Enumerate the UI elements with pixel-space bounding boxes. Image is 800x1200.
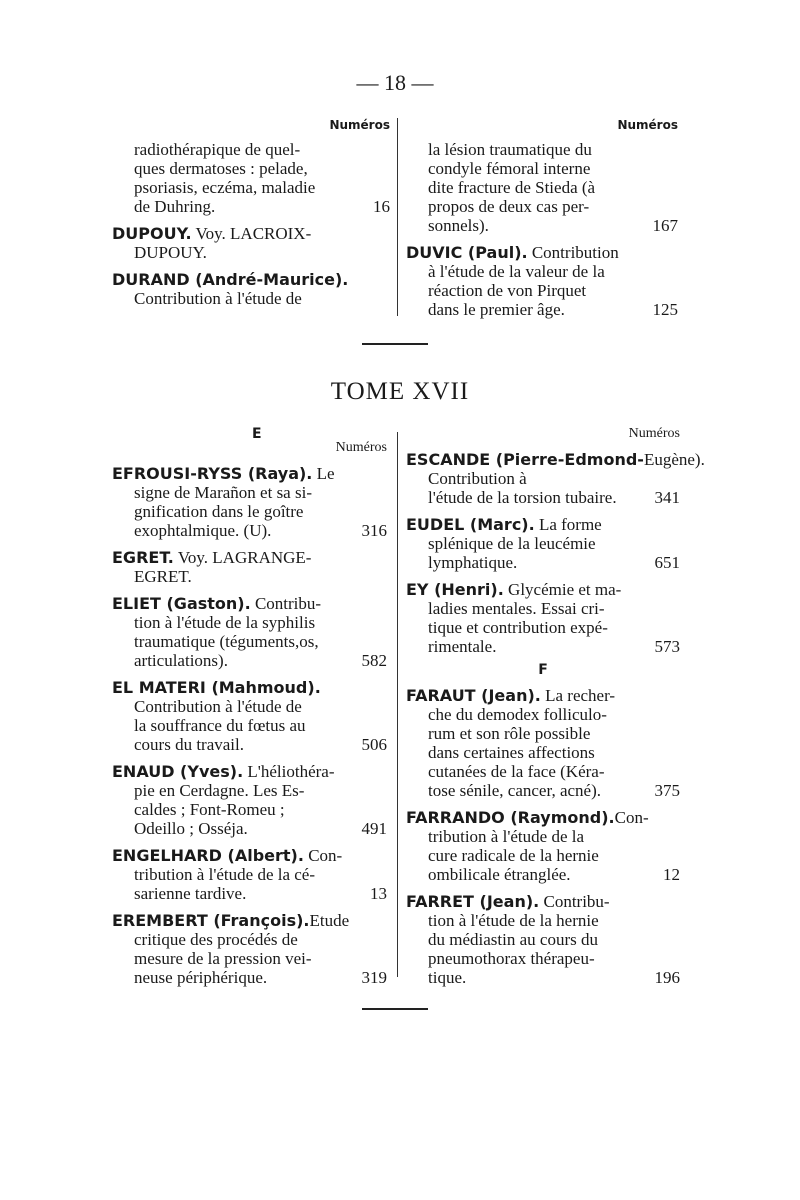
reference-number: 16 xyxy=(373,197,390,216)
author-name: EY (Henri). xyxy=(406,580,504,599)
entry-line: Contribution à l'étude de xyxy=(134,697,302,716)
author-name: DURAND (André-Maurice). xyxy=(112,270,349,289)
entry-line: dans certaines affections xyxy=(428,743,595,762)
index-entry xyxy=(406,515,680,572)
entry-line: la souffrance du fœtus au xyxy=(134,716,306,735)
author-name: EUDEL (Marc). xyxy=(406,515,535,534)
reference-number: 375 xyxy=(654,781,680,800)
entry-text: Eugène). xyxy=(643,450,705,469)
reference-number: 582 xyxy=(361,651,387,670)
entry-line: cours du travail. 506 xyxy=(134,735,387,754)
entry-text: Contribu- xyxy=(539,892,610,911)
entry-list xyxy=(112,464,387,987)
entry-text: Con- xyxy=(303,846,343,865)
entry-line: tion à l'étude de la hernie xyxy=(428,911,599,930)
entry-list xyxy=(112,140,390,308)
index-entry xyxy=(112,678,387,754)
entry-text: La forme xyxy=(534,515,602,534)
entry-line: condyle fémoral interne xyxy=(428,159,591,178)
entry-line: Contribution à l'étude de xyxy=(134,289,302,308)
entry-first-line xyxy=(112,224,390,243)
entry-first-line xyxy=(112,846,387,865)
entry-line: l'étude de la torsion tubaire. 341 xyxy=(428,488,680,507)
author-name: EFROUSI-RYSS (Raya). xyxy=(112,464,313,483)
index-entry xyxy=(112,594,387,670)
column-divider xyxy=(397,118,398,316)
index-entry xyxy=(406,243,678,319)
entry-line: ombilicale étranglée. 12 xyxy=(428,865,680,884)
entry-line: mesure de la pression vei- xyxy=(134,949,312,968)
bottom-right-column xyxy=(406,426,705,987)
entry-line: tribution à l'étude de la xyxy=(428,827,585,846)
entry-line: réaction de von Pirquet xyxy=(428,281,587,300)
reference-number: 573 xyxy=(654,637,680,656)
entry-line: cure radicale de la hernie xyxy=(428,846,599,865)
entry-line: articulations). 582 xyxy=(134,651,387,670)
section-rule xyxy=(362,343,428,345)
author-name: DUVIC (Paul). xyxy=(406,243,528,262)
index-entry xyxy=(406,580,680,656)
entry-text: Glycémie et ma- xyxy=(503,580,622,599)
entry-text: Etude xyxy=(309,911,350,930)
index-entry xyxy=(406,140,678,235)
reference-number: 196 xyxy=(654,968,680,987)
entry-line: neuse périphérique. 319 xyxy=(134,968,387,987)
entry-line: de Duhring. 16 xyxy=(134,197,390,216)
column-header: Numéros xyxy=(329,118,390,132)
section-rule xyxy=(362,1008,428,1010)
index-entry xyxy=(406,686,680,800)
entry-list xyxy=(406,686,680,987)
author-name: EGRET. xyxy=(112,548,174,567)
entry-line: à l'étude de la valeur de la xyxy=(428,262,605,281)
entry-line: dans le premier âge. 125 xyxy=(428,300,678,319)
tome-heading: TOME XVII xyxy=(330,378,470,405)
entry-line: gnification dans le goître xyxy=(134,502,304,521)
entry-first-line xyxy=(406,892,680,911)
entry-line: tion à l'étude de la syphilis xyxy=(134,613,316,632)
column-divider xyxy=(397,432,398,977)
entry-list xyxy=(406,140,678,319)
entry-line: ladies mentales. Essai cri- xyxy=(428,599,605,618)
entry-first-line xyxy=(406,243,678,262)
top-right-column xyxy=(406,118,678,319)
reference-number: 125 xyxy=(652,300,678,319)
column-header: Numéros xyxy=(617,118,678,132)
entry-first-line xyxy=(406,686,680,705)
index-entry xyxy=(112,846,387,903)
index-entry xyxy=(112,548,387,586)
reference-number: 12 xyxy=(663,865,680,884)
entry-line: sarienne tardive. 13 xyxy=(134,884,387,903)
entry-text: L'héliothéra- xyxy=(243,762,335,781)
author-name: DUPOUY. xyxy=(112,224,192,243)
reference-number: 341 xyxy=(654,488,680,507)
entry-line: exophtalmique. (U). 316 xyxy=(134,521,387,540)
entry-line: propos de deux cas per- xyxy=(428,197,590,216)
index-entry xyxy=(112,270,390,308)
entry-line: critique des procédés de xyxy=(134,930,298,949)
entry-first-line xyxy=(406,808,680,827)
author-name: FARAUT (Jean). xyxy=(406,686,541,705)
entry-list xyxy=(406,450,705,656)
index-entry xyxy=(406,808,680,884)
entry-line: Contribution à xyxy=(428,469,527,488)
index-entry xyxy=(112,464,387,540)
index-entry xyxy=(406,450,705,507)
entry-first-line xyxy=(112,270,390,289)
entry-line: tique et contribution expé- xyxy=(428,618,608,637)
entry-line: traumatique (téguments,os, xyxy=(134,632,319,651)
entry-first-line xyxy=(112,762,387,781)
entry-first-line xyxy=(112,548,387,567)
bottom-left-column xyxy=(112,426,387,987)
page-number: — 18 — xyxy=(356,70,434,95)
author-name: ENAUD (Yves). xyxy=(112,762,244,781)
reference-number: 316 xyxy=(361,521,387,540)
author-name: FARRET (Jean). xyxy=(406,892,540,911)
reference-number: 319 xyxy=(361,968,387,987)
entry-line: caldes ; Font-Romeu ; xyxy=(134,800,285,819)
reference-number: 506 xyxy=(361,735,387,754)
index-entry xyxy=(112,911,387,987)
index-entry xyxy=(406,892,680,987)
reference-number: 13 xyxy=(370,884,387,903)
entry-line: tique. 196 xyxy=(428,968,680,987)
reference-number: 491 xyxy=(361,819,387,838)
author-name: ENGELHARD (Albert). xyxy=(112,846,304,865)
entry-line: ques dermatoses : pelade, xyxy=(134,159,308,178)
entry-line: EGRET. xyxy=(134,567,192,586)
reference-number: 651 xyxy=(654,553,680,572)
reference-number: 167 xyxy=(652,216,678,235)
entry-first-line xyxy=(112,678,387,697)
entry-text: Voy. LAGRANGE- xyxy=(173,548,312,567)
entry-line: tose sénile, cancer, acné). 375 xyxy=(428,781,680,800)
entry-line: psoriasis, eczéma, maladie xyxy=(134,178,316,197)
entry-text: La recher- xyxy=(540,686,616,705)
entry-text: Le xyxy=(312,464,335,483)
entry-line: du médiastin au cours du xyxy=(428,930,598,949)
entry-line: rum et son rôle possible xyxy=(428,724,591,743)
entry-line: la lésion traumatique du xyxy=(428,140,592,159)
entry-line: sonnels). 167 xyxy=(428,216,678,235)
entry-line: pie en Cerdagne. Les Es- xyxy=(134,781,305,800)
entry-first-line xyxy=(112,594,387,613)
author-name: EL MATERI (Mahmoud). xyxy=(112,678,321,697)
author-name: ELIET (Gaston). xyxy=(112,594,251,613)
entry-line: cutanées de la face (Kéra- xyxy=(428,762,605,781)
letter-heading: F xyxy=(538,662,548,678)
index-entry xyxy=(112,762,387,838)
entry-line: Odeillo ; Osséja. 491 xyxy=(134,819,387,838)
entry-text: Con- xyxy=(614,808,649,827)
letter-heading: E xyxy=(252,426,262,442)
entry-text: Contribu- xyxy=(250,594,322,613)
entry-line: splénique de la leucémie xyxy=(428,534,596,553)
entry-first-line xyxy=(406,515,680,534)
entry-text: Voy. LACROIX- xyxy=(191,224,312,243)
entry-line: rimentale. 573 xyxy=(428,637,680,656)
entry-first-line xyxy=(112,464,387,483)
entry-line: lymphatique. 651 xyxy=(428,553,680,572)
author-name: FARRANDO (Raymond). xyxy=(406,808,615,827)
entry-first-line xyxy=(112,911,387,930)
author-name: EREMBERT (François). xyxy=(112,911,310,930)
entry-line: pneumothorax thérapeu- xyxy=(428,949,595,968)
entry-line: signe de Marañon et sa si- xyxy=(134,483,312,502)
entry-line: radiothérapique de quel- xyxy=(134,140,301,159)
column-header: Numéros xyxy=(628,426,680,441)
entry-first-line xyxy=(406,450,705,469)
entry-first-line xyxy=(406,580,680,599)
entry-line: che du demodex folliculo- xyxy=(428,705,607,724)
author-name: ESCANDE (Pierre-Edmond- xyxy=(406,450,644,469)
index-entry xyxy=(112,224,390,262)
top-left-column xyxy=(112,118,390,308)
column-header: Numéros xyxy=(335,440,387,455)
entry-line: dite fracture de Stieda (à xyxy=(428,178,596,197)
entry-text: Contribution xyxy=(527,243,619,262)
entry-line: tribution à l'étude de la cé- xyxy=(134,865,316,884)
index-entry xyxy=(112,140,390,216)
entry-line: DUPOUY. xyxy=(134,243,207,262)
